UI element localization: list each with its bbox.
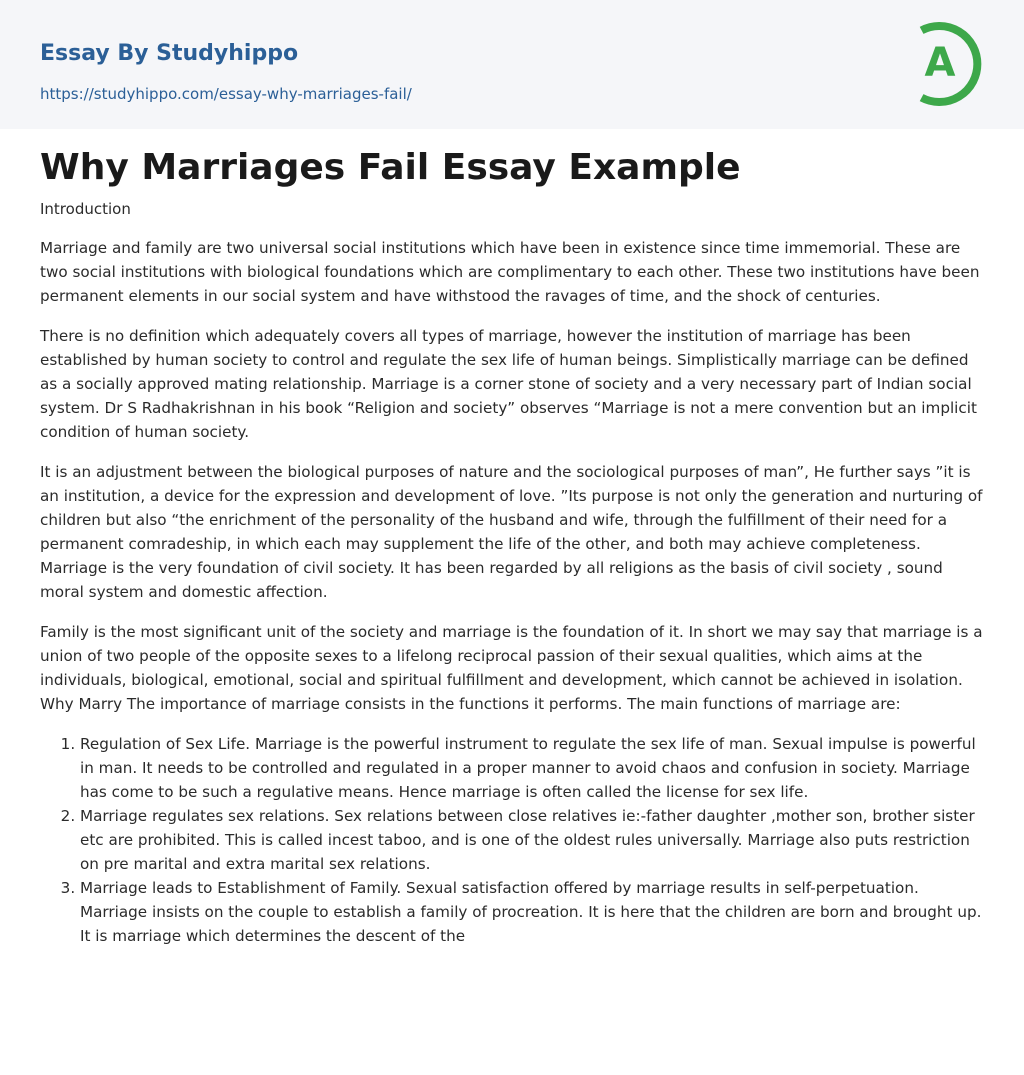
paragraph-4: Family is the most significant unit of the society and marriage is the foundation of it. In short we may say that marriage is a union of two people of the opposite sexes to a lifelong reciprocal passion of their sexual qualities, which aims at the individuals, biological, emotional, social and spiritual fulfillment and development, which cannot be achieved in isolation. Why Marry The importance of marriage consists in the functions it performs. The main functions of marriage are: — [40, 623, 983, 713]
page-title: Why Marriages Fail Essay Example — [40, 147, 741, 188]
logo-letter: A — [924, 40, 956, 86]
list-item: 3. Marriage leads to Establishment of Family. Sexual satisfaction offered by marriage results in self-perpetuation. Marriage insists on the couple to establish a family of procreation. It is here that the children are born and brought up. It is marriage which determines the descent of the — [80, 876, 984, 948]
marriage-functions-list — [40, 732, 984, 948]
studyhippo-logo-icon[interactable] — [896, 18, 988, 110]
paragraph-3: It is an adjustment between the biological purposes of nature and the sociological purposes of man”, He further says ”it is an institution, a device for the expression and development of love. ”Its purpose is not only the generation and nurturing of children but also “the enrichment of the personality of the husband and wife, through the fulfillment of their need for a permanent comradeship, in which each may supplement the life of the other, and both may achieve completeness. Marriage is the very foundation of civil society. It has been regarded by all religions as the basis of civil society , sound moral system and domestic affection. — [40, 463, 983, 601]
list-item: 2. Marriage regulates sex relations. Sex relations between close relatives ie:-father daughter ,mother son, brother sister etc are prohibited. This is called incest taboo, and is one of the oldest rules universally. Marriage also puts restriction on pre marital and extra marital sex relations. — [80, 804, 984, 876]
list-item: 1. Regulation of Sex Life. Marriage is the powerful instrument to regulate the sex life of man. Sexual impulse is powerful in man. It needs to be controlled and regulated in a proper manner to avoid chaos and confusion in society. Marriage has come to be such a regulative means. Hence marriage is often called the license for sex life. — [80, 732, 984, 804]
paragraph-1: Marriage and family are two universal social institutions which have been in existence since time immemorial. These are two social institutions with biological foundations which are complimentary to each other. These two institutions have been permanent elements in our social system and have withstood the ravages of time, and the shock of centuries. — [40, 239, 980, 305]
site-header — [0, 0, 1024, 129]
article-body — [40, 144, 984, 948]
paragraph-2: There is no definition which adequately covers all types of marriage, however the institution of marriage has been established by human society to control and regulate the sex life of human beings. Simplistically marriage can be defined as a socially approved mating relationship. Marriage is a corner stone of society and a very necessary part of Indian social system. Dr S Radhakrishnan in his book “Religion and society” observes “Marriage is not a mere convention but an implicit condition of human society. — [40, 327, 977, 441]
source-url-link[interactable]: https://studyhippo.com/essay-why-marriages-fail/ — [40, 85, 412, 103]
brand-title[interactable]: Essay By Studyhippo — [40, 41, 299, 66]
section-label-introduction: Introduction — [40, 200, 131, 218]
